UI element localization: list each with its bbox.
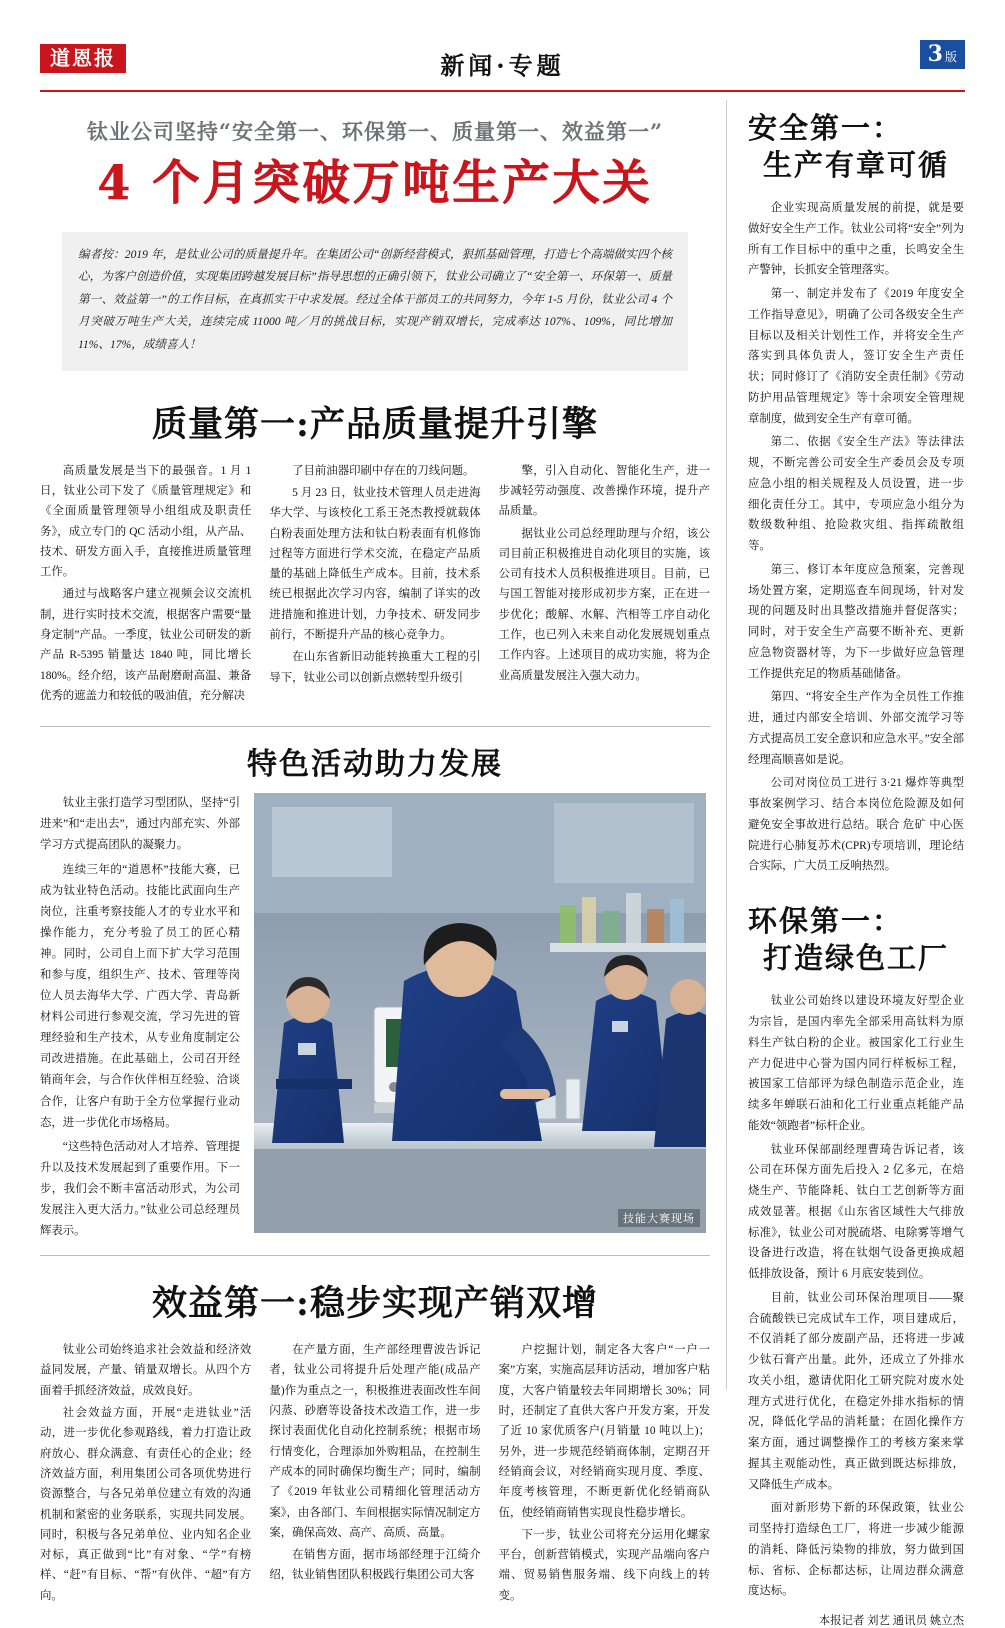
paragraph: 下一步，钛业公司将充分运用化螺家平台，创新营销模式，实现产品端向客户端、贸易销售服务端、线下向线上的转变。 — [498, 1528, 710, 1602]
photo-caption: 技能大赛现场 — [618, 1209, 700, 1227]
main-content — [40, 104, 710, 1608]
quality-column-2 — [269, 461, 480, 709]
feature-body — [40, 793, 710, 1245]
paragraph: 钛业公司始终以建设环境友好型企业为宗旨，是国内率先全部采用高钛料为原料生产钛白粉的企业。被国家化工行业生产力促进中心誉为国内同行样板标工程，被国家工信部评为绿色制造示范企业，连续多年蝉联石油和化工行业重点耗能产品能效“领跑者”标杆企业。 — [748, 995, 964, 1132]
safety-heading — [748, 110, 964, 184]
paragraph: 目前，钛业公司环保治理项目——聚合硫酸铁已完成试车工作，项目建成后，不仅消耗了部分废副产品，还将进一步减少钛石膏产出量。此外，还成立了外排水攻关小组，邀请优阳化工研究院对废水处理方式进行优化，在稳定外排水指标的情况，降低化学品的消耗量；在固化操作方案方面，通过调整操作工的考核方案来掌握其主观能动性，真正做到既达标排放，又降低生产成本。 — [748, 1291, 964, 1491]
section-title: 新闻·专题 — [440, 51, 565, 80]
quality-column-1 — [40, 461, 251, 709]
environment-heading-line1: 环保第一： — [748, 904, 904, 939]
paragraph: 公司对岗位员工进行 3·21 爆炸等典型事故案例学习、结合本岗位危险源及如何避免安全事故进行总结。联合 危矿 中心医院进行心肺复苏术(CPR)专项培训，理论结合实际，广大员工反响热烈。 — [748, 777, 964, 873]
benefit-section-heading: 效益第一:稳步实现产销双增 — [152, 1283, 598, 1325]
feature-text — [40, 793, 240, 1245]
paragraph: 连续三年的“道恩杯”技能大赛，已成为钛业特色活动。技能比武面向生产岗位，注重考察技能人才的专业水平和操作能力，充分考验了员工的匠心精神。同时，公司自上而下扩大学习范围和参与度，组织生产、技术、管理等岗位人员去海华大学、广西大学、青岛新材料公司进行参观交流，学习先进的管理经验和生产技术，从专业角度制定公司改进措施。在此基础上，公司召开经销商年会，与合作伙伴相互经验、洽谈合作，让客户有助于全方位掌握行业动态，进一步优化市场格局。 — [40, 863, 240, 1129]
paragraph: 钛业主张打造学习型团队，坚持“引进来”和“走出去”，通过内部充实、外部学习方式提高团队的凝聚力。 — [40, 797, 240, 852]
paragraph: 企业实现高质量发展的前提，就是要做好安全生产工作。钛业公司将“安全”列为所有工作目标中的重中之重，长鸣安全生产警钟，长抓安全管理落实。 — [748, 202, 964, 277]
page-number: 3 — [927, 41, 943, 67]
paragraph: 通过与战略客户建立视频会议交流机制，进行实时技术交流，根据客户需要“量身定制”产品。一季度，钛业公司研发的新产品 R-5395 销量达 1840 吨，同比增长 180%。经介绍，该产品耐磨耐高温、兼备优秀的遮盖力和较低的吸油值，充分解决 — [40, 588, 252, 702]
feature-photo — [254, 793, 706, 1233]
paragraph: 第二、依据《安全生产法》等法律法规，不断完善公司安全生产委员会及专项应急小组的相关规程及人员设置，进一步细化责任分工。其中，专项应急小组分为数级数种组、抢险救灾组、指挥疏散组等。 — [748, 436, 964, 553]
feature-block — [40, 726, 710, 1256]
paragraph: 第一、制定并发布了《2019 年度安全工作指导意见》，明确了公司各级安全生产目标以及相关计划性工作，并将安全生产落实到具体负责人，签订安全生产责任状；同时修订了《消防安全责任制》《劳动防护用品管理规定》等十余项安全管理规章制度，做到安全生产有章可循。 — [748, 288, 964, 425]
column-divider — [726, 100, 727, 1390]
masthead — [40, 41, 965, 92]
lead-kicker: 钛业公司坚持“安全第一、环保第一、质量第一、效益第一” — [86, 119, 664, 144]
byline: 本报记者 刘艺 通讯员 姚立杰 — [818, 1615, 964, 1628]
environment-body — [748, 991, 964, 1602]
quality-column-3 — [499, 461, 710, 709]
safety-heading-line2: 生产有章可循 — [762, 148, 949, 183]
paragraph: 第三、修订本年度应急预案，完善现场处置方案，定期巡查车间现场，针对发现的问题及时出具整改措施并督促落实；同时，对于安全生产高要不断补充、更新应急物资器材等，为下一步做好应急管理工作提供充足的物质基础储备。 — [748, 563, 964, 680]
paragraph: 在山东省新旧动能转换重大工程的引导下，钛业公司以创新点燃转型升级引 — [269, 651, 481, 684]
publication-logo: 道恩报 — [40, 44, 126, 73]
feature-heading: 特色活动助力发展 — [247, 747, 503, 783]
page-number-badge — [920, 40, 965, 69]
safety-heading-line1: 安全第一： — [748, 111, 904, 145]
quality-body — [40, 461, 710, 709]
benefit-column-3 — [499, 1340, 710, 1608]
photo-illustration — [254, 793, 706, 1233]
sidebar-content — [748, 110, 964, 1628]
paragraph: 高质量发展是当下的最强音。1 月 1 日，钛业公司下发了《质量管理规定》和《全面质量管理领导小组组成及职责任务》，成立专门的 QC 活动小组，从产品、技术、研发方面入手，直接推进质量管理工作。 — [40, 464, 252, 579]
page-number-suffix: 版 — [944, 50, 957, 64]
lead-headline: 4 个月突破万吨生产大关 — [97, 156, 653, 211]
paragraph: 户挖掘计划，制定各大客户“一户一案”方案，实施高层拜访活动，增加客户粘度，大客户销量较去年同期增长 30%；同时，还制定了直供大客户开发方案，开发了近 10 家优质客户(月销量 10 吨以上)；另外，进一步规范经销商体制，定期召开经销商会议，对经销商实现月度、季度、年度考核管理，不断更新优化经销商队伍，使经销商销售实现良性稳步增长。 — [498, 1344, 710, 1519]
paragraph: 钛业环保部副经理曹琦告诉记者，该公司在环保方面先后投入 2 亿多元，在焙烧生产、节能降耗、钛白工艺创新等方面成效显著。根据《山东省区域性大气排放标准》，钛业公司对脱硫塔、电除雾等增气设备进行改造，将在钛烟气设备更换成超低排放设备，预计 6 月底安装到位。 — [748, 1143, 964, 1281]
paragraph: 了目前油器印刷中存在的刀线问题。 — [292, 464, 475, 477]
safety-body — [748, 198, 964, 877]
benefit-column-2 — [269, 1340, 480, 1608]
paragraph: 第四、“将安全生产作为全员性工作推进，通过内部安全培训、外部交流学习等方式提高员工安全意识和应急水平。”安全部经理高顺喜如是说。 — [748, 691, 964, 766]
editor-note: 编者按：2019 年，是钛业公司的质量提升年。在集团公司“创新经营模式，狠抓基础管理，打造七个高端做实四个核心，为客户创造价值，实现集团跨越发展目标”指导思想的正确引领下，钛业公司确立了“安全第一、环保第一、质量第一、效益第一”的工作目标，在真抓实干中求发展。经过全体干部员工的共同努力，今年 1-5 月份，钛业公司 4 个月突破万吨生产大关，连续完成 11000 吨／月的挑战目标，实现产销双增长，完成率达 107%、109%，同比增加 11%、17%，成绩喜人！ — [62, 232, 688, 371]
paragraph: 擎，引入自动化、智能化生产，进一步减轻劳动强度、改善操作环境，提升产品质量。 — [498, 464, 710, 518]
environment-heading — [748, 903, 964, 977]
paragraph: 在产量方面，生产部经理曹波告诉记者，钛业公司将提升后处理产能(成品产量)作为重点之一，积极推进表面改性车间闪蒸、砂磨等设备技术改造工作，进一步探讨表面优化自动化控制系统；根据市场行情变化，合理添加外购粗品，在控制生产成本的同时确保均衡生产；同时，编制了《2019 年钛业公司精细化管理活动方案》，由各部门、车间根据实际情况制定方案，确保高效、高产、高质、高量。 — [269, 1344, 481, 1539]
paragraph: 钛业公司始终追求社会效益和经济效益同发展，产量、销量双增长。从四个方面着手抓经济效益，成效良好。 — [40, 1344, 252, 1397]
paragraph: 在销售方面，据市场部经理于江绮介绍，钛业销售团队积极践行集团公司大客 — [269, 1549, 481, 1582]
paragraph: 5 月 23 日，钛业技术管理人员走进海华大学、与该校化工系王尧杰教授就载体白粉表面处理方法和钛白粉表面有机修饰过程等方面进行学术交流，在稳定产品质量的基础上降低生产成本。目前，技术系统已根据此次学习内容，编制了详实的改进措施和推进计划，力争技术、研发同步前行，不断提升产品的核心竞争力。 — [269, 486, 481, 642]
benefit-body — [40, 1340, 710, 1608]
quality-section-heading: 质量第一:产品质量提升引擎 — [152, 403, 598, 445]
paragraph: 社会效益方面，开展“走进钛业”活动，进一步优化参观路线，着力打造让政府放心、群众满意、有责任心的企业；经济效益方面，利用集团公司各项优势进行资源整合，与各兄弟单位建立有效的沟通机制和紧密的业务联系，实现共同发展。同时，积极与各兄弟单位、业内知名企业对标，真正做到“比”有对象、“学”有榜样、“赶”有目标、“帮”有伙伴、“超”有方向。 — [40, 1407, 252, 1602]
benefit-column-1 — [40, 1340, 251, 1608]
paragraph: “这些特色活动对人才培养、管理提升以及技术发展起到了重要作用。下一步，我们会不断丰富活动形式，为公司发展注入更大活力。”钛业公司总经理员辉表示。 — [40, 1140, 240, 1238]
environment-heading-line2: 打造绿色工厂 — [762, 941, 949, 976]
paragraph: 面对新形势下新的环保政策，钛业公司坚持打造绿色工厂，将进一步减少能源的消耗、降低污染物的排放，努力做到国标、省标、企标都达标，让周边群众满意度达标。 — [748, 1502, 964, 1598]
paragraph: 据钛业公司总经理助理与介绍，该公司目前正积极推进自动化项目的实施，该公司有技术人员积极推进项目。目前，已与国工智能对接形成初步方案，正在进一步优化；酸解、水解、汽相等工序自动化工作，也已列入未来自动化发展规划重点工作内容。上述项目的成功实施，将为企业高质量发展注入强大动力。 — [498, 527, 710, 682]
